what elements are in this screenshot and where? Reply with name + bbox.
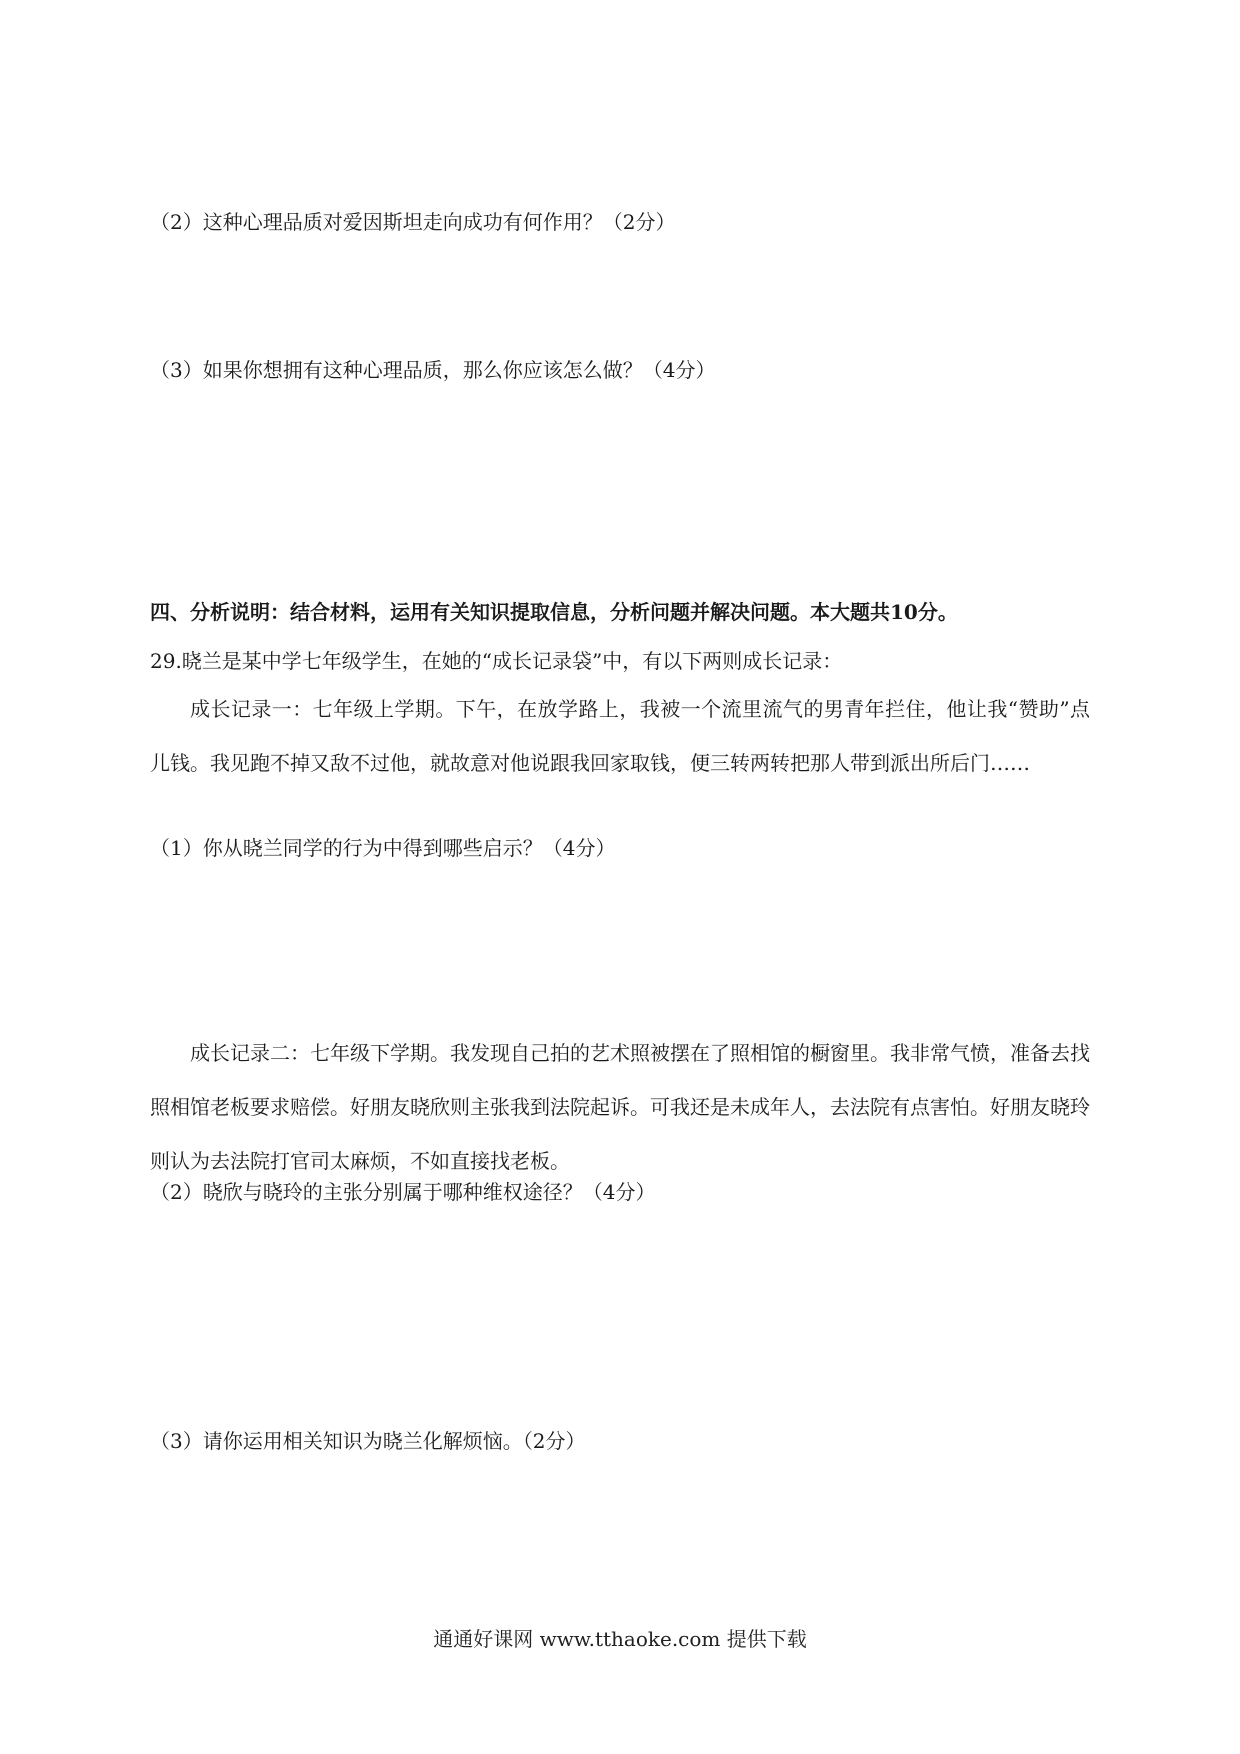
growth-record-1 (150, 682, 1090, 790)
section-4-heading: 四、分析说明：结合材料，运用有关知识提取信息，分析问题并解决问题。本大题共10分。 (150, 600, 958, 624)
growth-record-2 (150, 1026, 1090, 1188)
question-29-intro: 29.晓兰是某中学七年级学生，在她的“成长记录袋”中，有以下两则成长记录： (150, 649, 843, 673)
footer-download-notice: 通通好课网 www.tthaoke.com 提供下载 (433, 1627, 807, 1651)
question-3-line: （3）如果你想拥有这种心理品质，那么你应该怎么做？（4分） (150, 358, 716, 382)
growth-record-2-text: 成长记录二：七年级下学期。我发现自己拍的艺术照被摆在了照相馆的橱窗里。我非常气愤，准备去找照相馆老板要求赔偿。好朋友晓欣则主张我到法院起诉。可我还是未成年人，去法院有点害怕。好朋友晓玲则认为去法院打官司太麻烦，不如直接找老板。 (150, 1041, 1090, 1173)
question-29-3: （3）请你运用相关知识为晓兰化解烦恼。（2分） (150, 1429, 586, 1453)
question-2-line: （2）这种心理品质对爱因斯坦走向成功有何作用？（2分） (150, 210, 676, 234)
question-29-2: （2）晓欣与晓玲的主张分别属于哪种维权途径？（4分） (150, 1180, 656, 1204)
growth-record-1-text: 成长记录一：七年级上学期。下午，在放学路上，我被一个流里流气的男青年拦住，他让我“赞助”点儿钱。我见跑不掉又敌不过他，就故意对他说跟我回家取钱，便三转两转把那人带到派出所后门…… (150, 697, 1090, 775)
question-29-1: （1）你从晓兰同学的行为中得到哪些启示？（4分） (150, 836, 616, 860)
